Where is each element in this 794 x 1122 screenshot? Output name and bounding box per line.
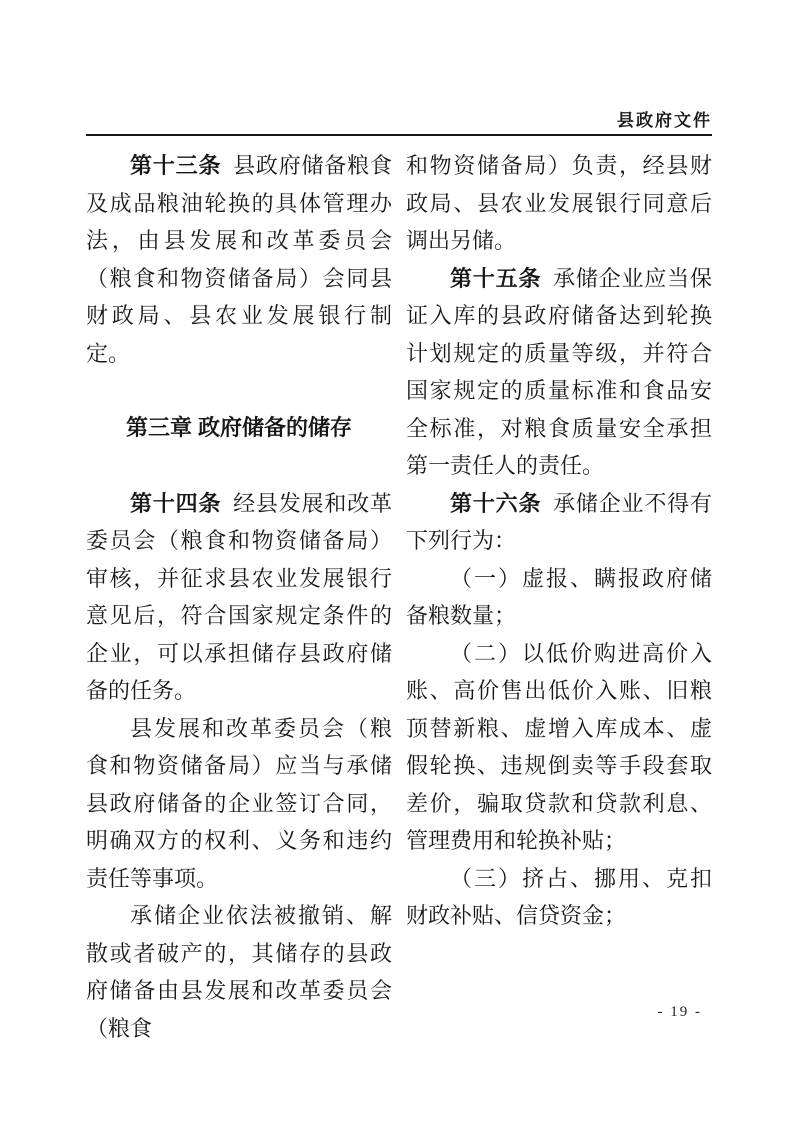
paragraph: （三）挤占、挪用、克扣财政补贴、信贷资金； — [406, 865, 712, 928]
column-right — [406, 147, 712, 1047]
article-number: 第十六条 — [450, 490, 542, 516]
paragraph: （二）以低价购进高价入账、高价售出低价入账、旧粮顶替新粮、虚增入库成本、虚假轮换、违规倒卖等手段套取差价，骗取贷款和贷款利息、管理费用和轮换补贴； — [406, 640, 712, 853]
paragraph: 第十五条 承储企业应当保证入库的县政府储备达到轮换计划规定的质量等级，并符合国家规定的质量标准和食品安全标准，对粮食质量安全承担第一责任人的责任。 — [406, 265, 712, 478]
article-number: 第十五条 — [450, 265, 542, 291]
paragraph: 承储企业依法被撤销、解散或者破产的，其储存的县政府储备由县发展和改革委员会（粮食 — [86, 903, 392, 1041]
article-number: 第十三条 — [130, 153, 222, 178]
header-rule — [86, 134, 712, 136]
paragraph: 第十三条 县政府储备粮食及成品粮油轮换的具体管理办法，由县发展和改革委员会（粮食和物资储备局）会同县财政局、县农业发展银行制定。 — [86, 153, 392, 366]
paragraph: 第十六条 承储企业不得有下列行为： — [406, 490, 712, 553]
paragraph: 县发展和改革委员会（粮食和物资储备局）应当与承储县政府储备的企业签订合同，明确双方的权利、义务和违约责任等事项。 — [86, 715, 392, 891]
header-title: 县政府文件 — [617, 111, 712, 130]
article-number: 第十四条 — [130, 490, 222, 516]
document-body — [86, 147, 712, 1047]
paragraph: 第十四条 经县发展和改革委员会（粮食和物资储备局）审核，并征求县农业发展银行意见后，符合国家规定条件的企业，可以承担储存县政府储备的任务。 — [86, 490, 392, 703]
column-left — [86, 147, 392, 1047]
page-number: - 19 - — [657, 1004, 702, 1020]
paragraph-continuation: 和物资储备局）负责，经县财政局、县农业发展银行同意后调出另储。 — [406, 153, 712, 253]
chapter-heading: 第三章 政府储备的储存 — [125, 415, 353, 440]
paragraph: （一）虚报、瞒报政府储备粮数量； — [406, 565, 712, 628]
